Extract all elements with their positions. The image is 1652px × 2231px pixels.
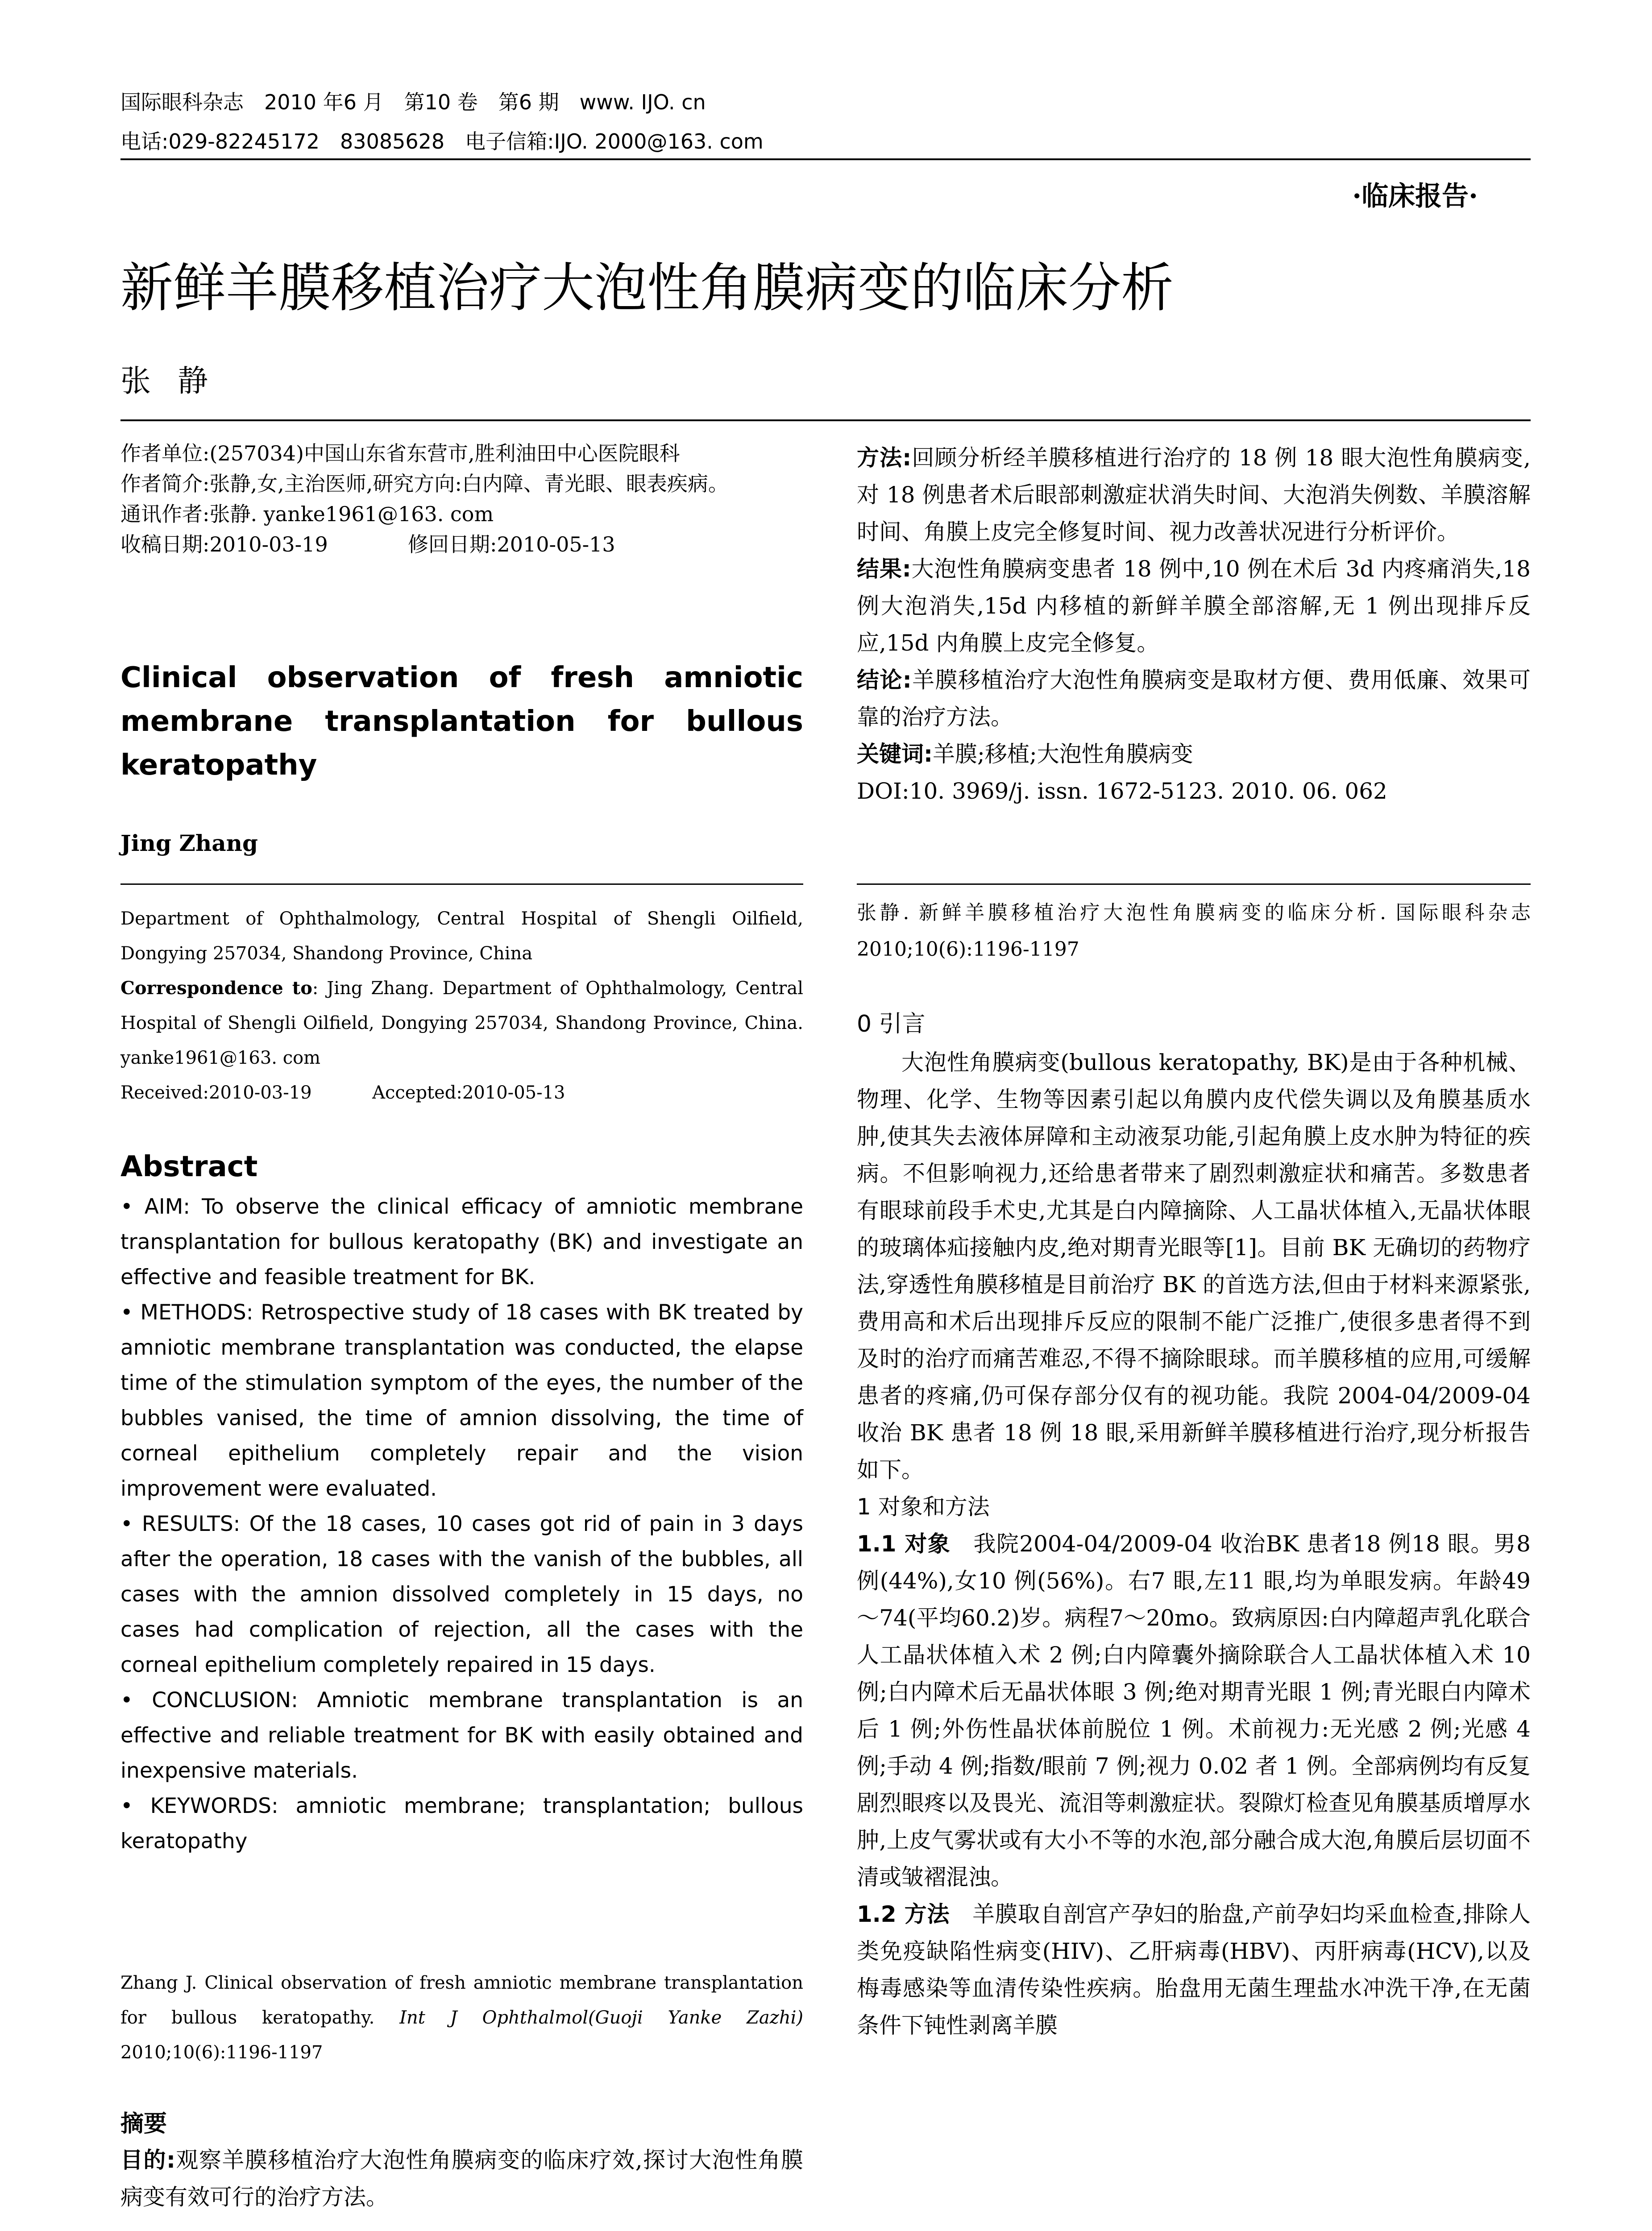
citation-cn: 张静. 新鲜羊膜移植治疗大泡性角膜病变的临床分析. 国际眼科杂志 2010;10(6):1196-1197 [857, 901, 1531, 961]
abstract-conclusion: • CONCLUSION: Amniotic membrane transplantation is an effective and reliable treatment for BK with easily obtained and inexpensive materials. [120, 1688, 803, 1783]
methods-heading: 1 对象和方法 [857, 1494, 990, 1520]
accepted-date-en: Accepted:2010-05-13 [372, 1082, 565, 1103]
correspondence-en [120, 971, 803, 1075]
author-info-cn [120, 438, 803, 560]
affiliation-cn: 作者单位:(257034)中国山东省东营市,胜利油田中心医院眼科 [120, 441, 680, 465]
citation-en-suffix: 2010;10(6):1196-1197 [120, 2042, 323, 2063]
title-rule [120, 419, 1531, 421]
result-text-cn: 大泡性角膜病变患者 18 例中,10 例在术后 3d 内疼痛消失,18 例大泡消失,15d 内移植的新鲜羊膜全部溶解,无 1 例出现排斥反应,15d 内角膜上皮完全修复。 [857, 556, 1531, 656]
subjects-text: 我院2004-04/2009-04 收治BK 患者18 例18 眼。男8 例(44%),女10 例(56%)。右7 眼,左11 眼,均为单眼发病。年龄49～74(平均60.2)岁。病程7～20mo。致病原因:白内障超声乳化联合人工晶状体植入术 2 例;白内障囊外摘除联合人工晶状体植入术 10 例;白内障术后无晶状体眼 3 例;绝对期青光眼 1 例;青光眼白内障术后 1 例;外伤性晶状体前脱位 1 例。术前视力:无光感 2 例;光感 4 例;手动 4 例;指数/眼前 7 例;视力 0.02 者 1 例。全部病例均有反复剧烈眼疼以及畏光、流泪等刺激症状。裂隙灯检查见角膜基质增厚水肿,上皮气雾状或有大小不等的水泡,部分融合成大泡,角膜后层切面不清或皱褶混浊。 [857, 1531, 1531, 1890]
received-date-en: Received:2010-03-19 [120, 1082, 312, 1103]
revised-date-cn: 修回日期:2010-05-13 [407, 532, 615, 556]
abstract-results: • RESULTS: Of the 18 cases, 10 cases got rid of pain in 3 days after the operation, 18 cases with the vanish of the bubbles, all cases with the amnion dissolved completely in 15 days, no cases had complication of rejection, all the cases with the corneal epithelium completely repaired in 15 days. [120, 1512, 803, 1677]
article-title-en: Clinical observation of fresh amniotic membrane transplantation for bullous keratopathy [120, 661, 803, 782]
citation-en [120, 1966, 803, 2070]
subjects-label: 1.1 对象 [857, 1531, 951, 1557]
keywords-label-cn: 关键词: [857, 741, 933, 767]
intro-heading: 0 引言 [857, 1011, 926, 1037]
author-cn: 张静 [120, 364, 235, 399]
abstract-rule [857, 883, 1531, 885]
author-bio-cn: 作者简介:张静,女,主治医师,研究方向:白内障、青光眼、眼表疾病。 [120, 472, 729, 496]
article-title-cn: 新鲜羊膜移植治疗大泡性角膜病变的临床分析 [120, 257, 1174, 319]
abstract-heading-en: Abstract [120, 1150, 258, 1183]
dates-en [120, 1075, 803, 1110]
received-date-cn: 收稿日期:2010-03-19 [120, 532, 328, 556]
correspondence-text-en: : Jing Zhang. Department of Ophthalmology, Central Hospital of Shengli Oilfield, Dongying 257034, Shandong Province, China. yanke1961@163. com [120, 978, 803, 1068]
author-rule [120, 883, 803, 885]
method-text: 羊膜取自剖宫产孕妇的胎盘,产前孕妇均采血检查,排除人类免疫缺陷性病变(HIV)、乙肝病毒(HBV)、丙肝病毒(HCV),以及梅毒感染等血清传染性疾病。胎盘用无菌生理盐水冲洗干净,在无菌条件下钝性剥离羊膜 [857, 1901, 1531, 2038]
citation-en-journal: Int J Ophthalmol(Guoji Yanke Zazhi) [399, 2007, 803, 2028]
journal-header: 国际眼科杂志 2010 年6 月 第10 卷 第6 期 www. IJO. cn [120, 90, 706, 114]
header-rule [120, 158, 1531, 160]
abstract-aim: • AIM: To observe the clinical efficacy of amniotic membrane transplantation for bullous keratopathy (BK) and investigate an effective and feasible treatment for BK. [120, 1194, 803, 1290]
section-tag: ·临床报告· [1352, 181, 1478, 212]
abstract-conclusion-cn [857, 662, 1531, 736]
abstract-methods: • METHODS: Retrospective study of 18 cases with BK treated by amniotic membrane transplantation was conducted, the elapse time of the stimulation symptom of the eyes, the number of the bubbles vanised, the time of amnion dissolving, the time of corneal epithelium completely repair and the vision improvement were evaluated. [120, 1300, 803, 1501]
doi: DOI:10. 3969/j. issn. 1672-5123. 2010. 06. 062 [857, 778, 1387, 804]
intro-paragraph: 大泡性角膜病变(bullous keratopathy, BK)是由于各种机械、物理、化学、生物等因素引起以角膜内皮代偿失调以及角膜基质水肿,使其失去液体屏障和主动液泵功能,引起角膜上皮水肿为特征的疾病。不但影响视力,还给患者带来了剧烈刺激症状和痛苦。多数患者有眼球前段手术史,尤其是白内障摘除、人工晶状体植入,无晶状体眼的玻璃体疝接触内皮,绝对期青光眼等[1]。目前 BK 无确切的药物疗法,穿透性角膜移植是目前治疗 BK 的首选方法,但由于材料来源紧张,费用高和术后出现排斥反应的限制不能广泛推广,使很多患者得不到及时的治疗而痛苦难忍,不得不摘除眼球。而羊膜移植的应用,可缓解患者的疼痛,仍可保存部分仅有的视功能。我院 2004-04/2009-04 收治 BK 患者 18 例 18 眼,采用新鲜羊膜移植进行治疗,现分析报告如下。 [857, 1049, 1531, 1483]
subjects-paragraph [857, 1526, 1531, 1896]
department-en: Department of Ophthalmology, Central Hospital of Shengli Oilfield, Dongying 257034, Shandong Province, China [120, 908, 803, 964]
body-text [857, 1044, 1531, 2044]
method-label: 1.2 方法 [857, 1901, 950, 1927]
keywords-text-cn: 羊膜;移植;大泡性角膜病变 [933, 741, 1193, 767]
objective-text: 观察羊膜移植治疗大泡性角膜病变的临床疗效,探讨大泡性角膜病变有效可行的治疗方法。 [120, 2147, 803, 2210]
conclusion-label-cn: 结论: [857, 667, 912, 693]
method-text-cn: 回顾分析经羊膜移植进行治疗的 18 例 18 眼大泡性角膜病变,对 18 例患者术后眼部刺激症状消失时间、大泡消失例数、羊膜溶解时间、角膜上皮完全修复时间、视力改善状况进行分析评价。 [857, 445, 1531, 545]
objective-label: 目的: [120, 2147, 175, 2173]
method-label-cn: 方法: [857, 445, 912, 471]
abstract-method-cn [857, 440, 1531, 551]
correspondence-cn: 通讯作者:张静. yanke1961@163. com [120, 502, 494, 526]
abstract-en [120, 1189, 803, 1859]
abstract-objective-cn [120, 2142, 803, 2216]
citation-en-prefix: Zhang J. Clinical observation of fresh amniotic membrane transplantation for bullous keratopathy. [120, 1973, 803, 2028]
method-paragraph [857, 1896, 1531, 2044]
abstract-heading-cn: 摘要 [120, 2111, 167, 2137]
dates-cn [120, 529, 803, 560]
abstract-cn-continued [857, 440, 1531, 810]
affiliation-en [120, 901, 803, 1110]
contact-header: 电话:029-82245172 83085628 电子信箱:IJO. 2000@163. com [120, 129, 764, 153]
abstract-keywords-cn [857, 736, 1531, 773]
correspondence-label-en: Correspondence to [120, 978, 312, 999]
abstract-keywords: • KEYWORDS: amniotic membrane; transplantation; bullous keratopathy [120, 1794, 803, 1854]
author-en: Jing Zhang [120, 830, 258, 856]
abstract-result-cn [857, 551, 1531, 662]
result-label-cn: 结果: [857, 556, 911, 582]
conclusion-text-cn: 羊膜移植治疗大泡性角膜病变是取材方便、费用低廉、效果可靠的治疗方法。 [857, 667, 1531, 730]
